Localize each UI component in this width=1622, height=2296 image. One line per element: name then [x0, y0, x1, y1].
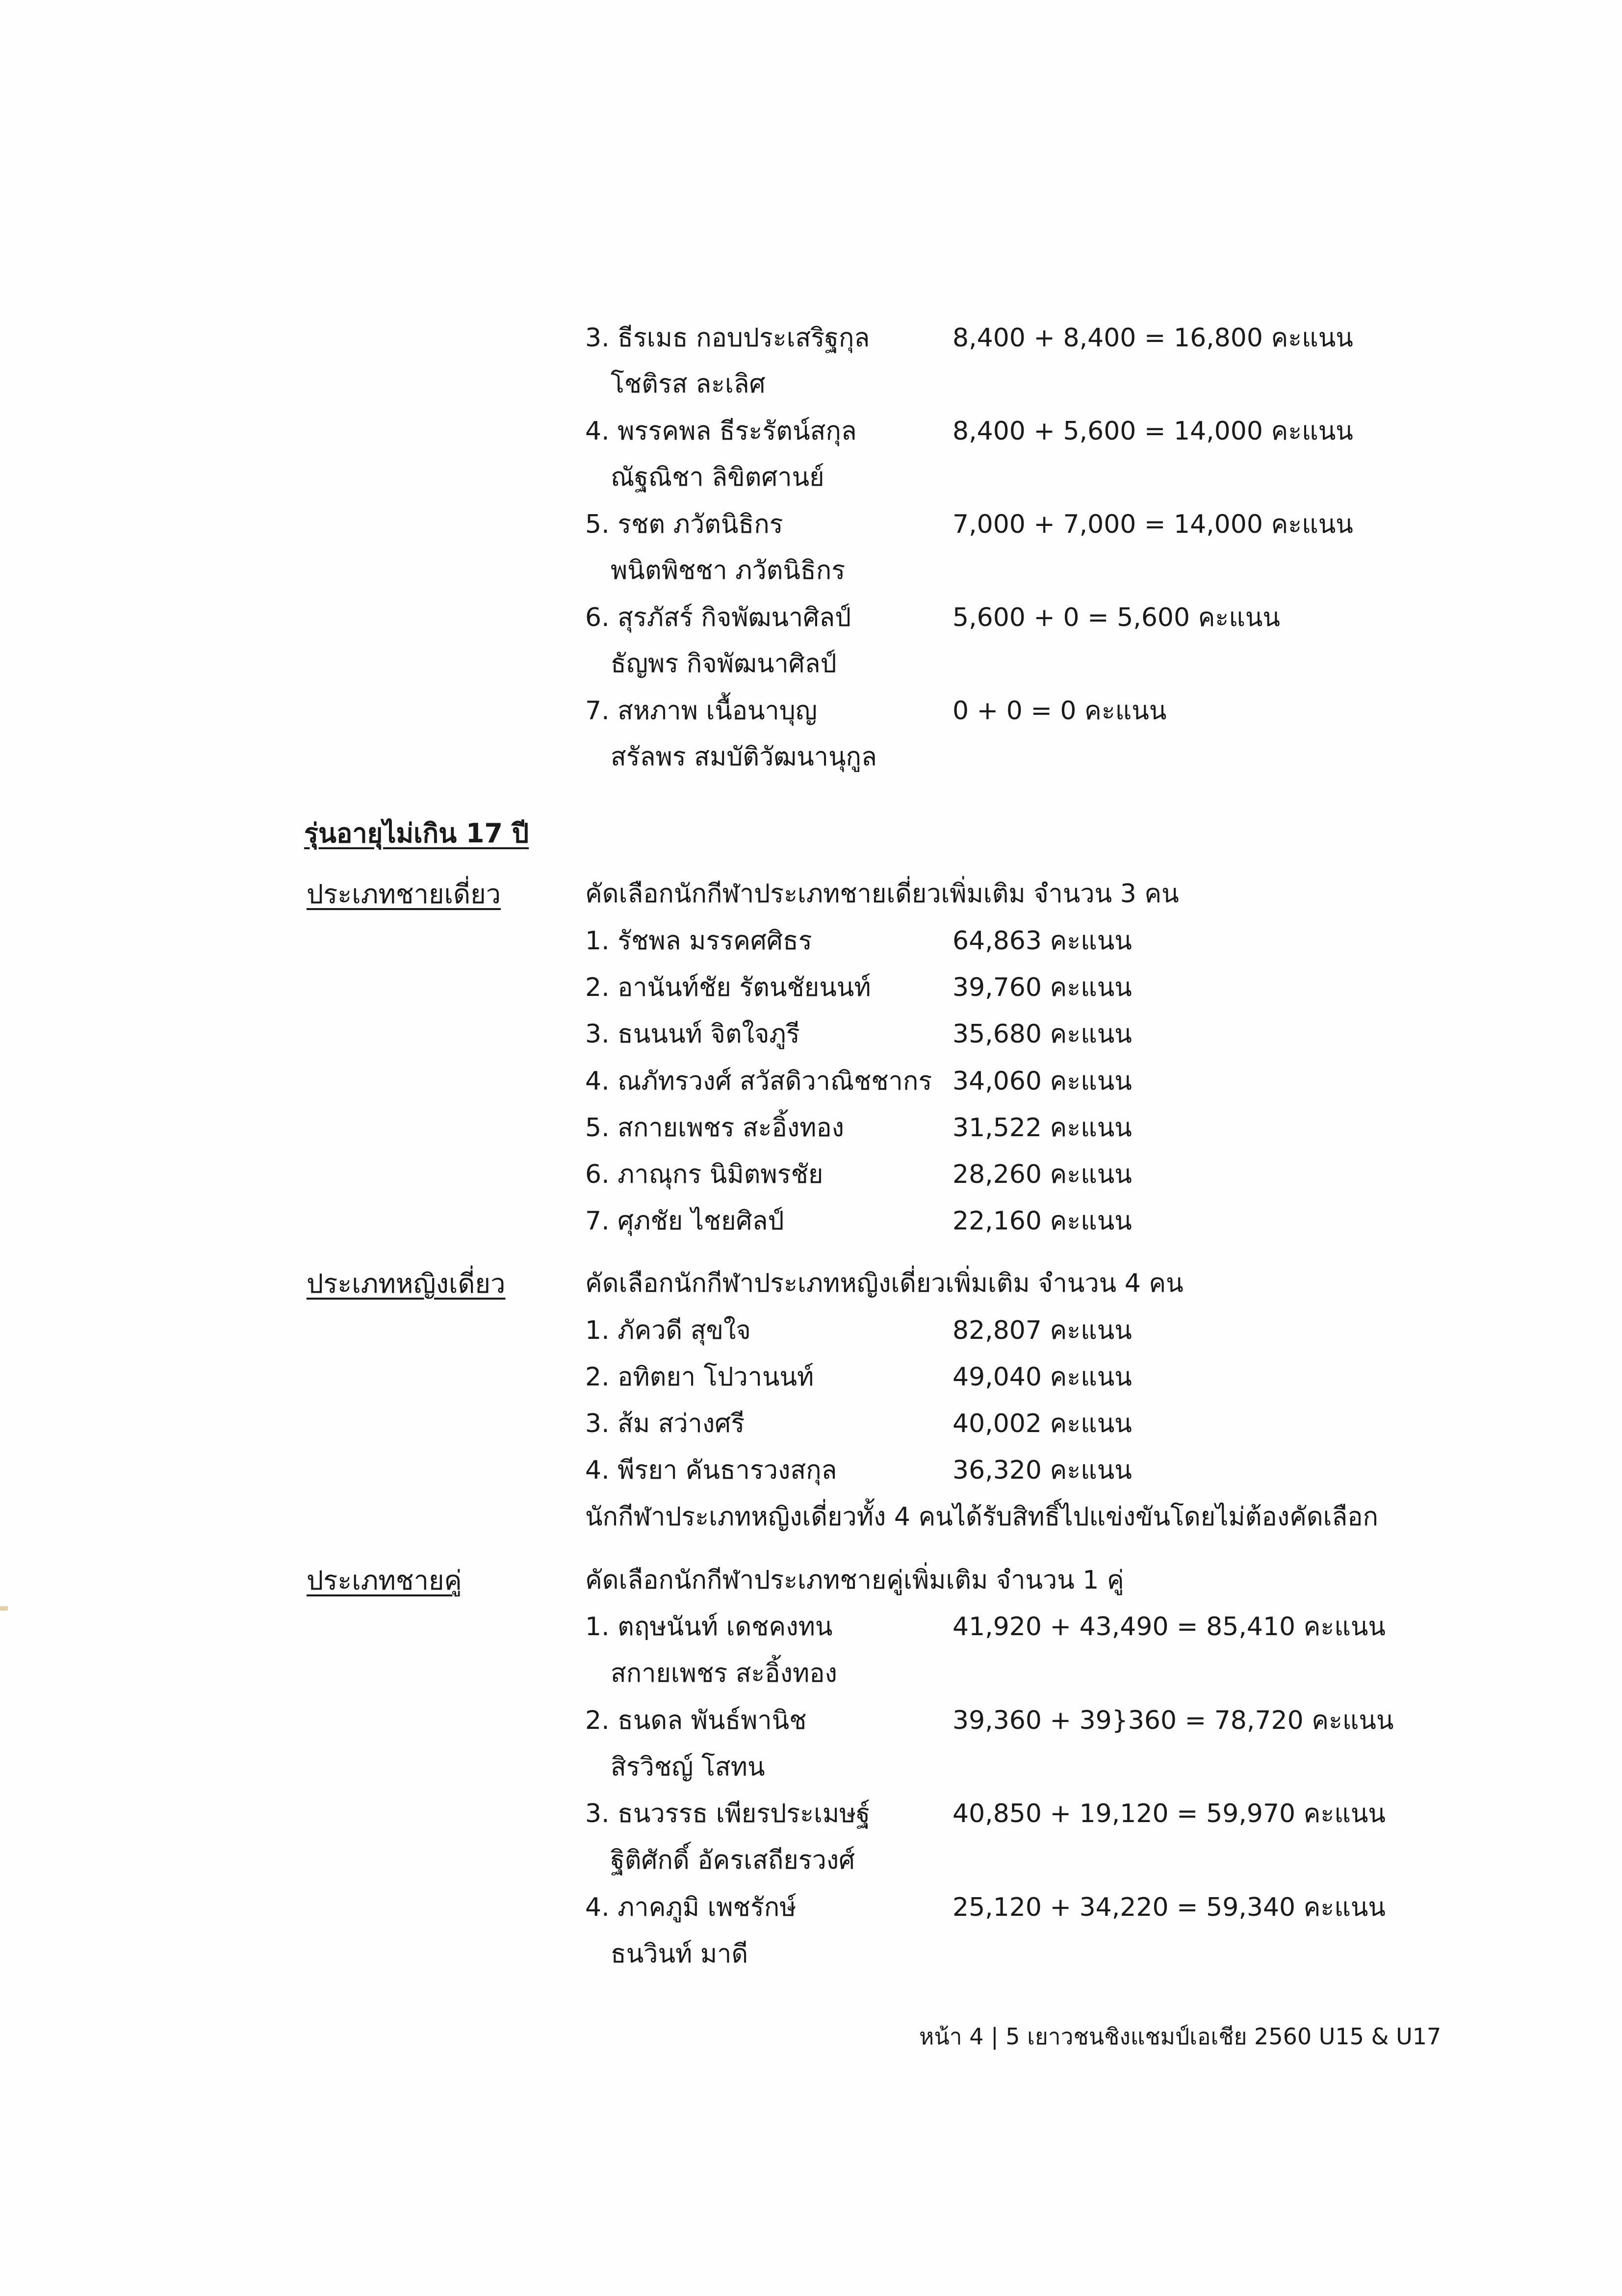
boys-singles-player-name: 7. ศุภชัย ไชยศิลป์ [585, 1206, 784, 1236]
boys-doubles-intro: คัดเลือกนักกีฬาประเภทชายคู่เพิ่มเติม จำนวน 1 คู่ [585, 1565, 1124, 1595]
girls-singles-player-name: 3. ส้ม สว่างศรี [585, 1409, 745, 1438]
boys-doubles-pair-player-1: 3. ธนวรรธ เพียรประเมษฐ์ [585, 1799, 871, 1828]
pair-7-player-2: สรัลพร สมบัติวัฒนานุกูล [611, 742, 877, 772]
boys-doubles-pair-player-2: ฐิติศักดิ์ อัครเสถียรวงศ์ [611, 1846, 855, 1875]
boys-doubles-pair-score: 25,120 + 34,220 = 59,340 คะแนน [953, 1893, 1386, 1922]
boys-doubles-pair-player-1: 4. ภาคภูมิ เพชรักษ์ [585, 1893, 797, 1922]
boys-doubles-pair-player-1: 2. ธนดล พันธ์พานิช [585, 1706, 807, 1735]
girls-singles-player-score: 82,807 คะแนน [953, 1316, 1132, 1345]
boys-singles-player-name: 4. ณภัทรวงศ์ สวัสดิวาณิชชากร [585, 1067, 932, 1096]
pair-5-score: 7,000 + 7,000 = 14,000 คะแนน [953, 510, 1353, 539]
boys-doubles-pair-player-2: สกายเพชร สะอิ้งทอง [611, 1659, 837, 1688]
pair-7-player-1: 7. สหภาพ เนื้อนาบุญ [585, 696, 818, 726]
pair-4-player-1: 4. พรรคพล ธีระรัตน์สกุล [585, 417, 857, 446]
boys-singles-player-score: 31,522 คะแนน [953, 1113, 1132, 1143]
scan-speck [0, 1606, 8, 1611]
boys-singles-player-name: 6. ภาณุกร นิมิตพรชัย [585, 1160, 824, 1189]
boys-singles-player-score: 28,260 คะแนน [953, 1160, 1132, 1189]
pair-3-player-2: โชติรส ละเลิศ [611, 369, 766, 399]
girls-singles-player-name: 1. ภัควดี สุขใจ [585, 1316, 751, 1345]
boys-singles-player-score: 64,863 คะแนน [953, 926, 1132, 956]
girls-singles-player-score: 36,320 คะแนน [953, 1456, 1132, 1485]
boys-doubles-pair-player-1: 1. ตฤษนันท์ เดชคงทน [585, 1612, 833, 1642]
girls-singles-player-name: 4. พีรยา คันธารวงสกุล [585, 1456, 837, 1485]
pair-6-score: 5,600 + 0 = 5,600 คะแนน [953, 603, 1280, 632]
boys-doubles-heading: ประเภทชายคู่ [307, 1565, 462, 1596]
boys-doubles-pair-score: 41,920 + 43,490 = 85,410 คะแนน [953, 1612, 1386, 1642]
boys-singles-player-name: 3. ธนนนท์ จิตใจภูรี [585, 1019, 800, 1049]
boys-singles-player-name: 5. สกายเพชร สะอิ้งทอง [585, 1113, 845, 1143]
boys-singles-player-score: 39,760 คะแนน [953, 973, 1132, 1002]
boys-doubles-pair-score: 39,360 + 39}360 = 78,720 คะแนน [953, 1706, 1394, 1735]
boys-singles-heading: ประเภทชายเดี่ยว [307, 879, 501, 910]
pair-3-score: 8,400 + 8,400 = 16,800 คะแนน [953, 323, 1353, 353]
boys-singles-player-score: 22,160 คะแนน [953, 1206, 1132, 1236]
boys-singles-player-score: 34,060 คะแนน [953, 1067, 1132, 1096]
girls-singles-player-score: 49,040 คะแนน [953, 1362, 1132, 1392]
age-group-heading: รุ่นอายุไม่เกิน 17 ปี [304, 818, 529, 849]
pair-4-player-2: ณัฐณิชา ลิขิตศานย์ [611, 463, 824, 492]
pair-4-score: 8,400 + 5,600 = 14,000 คะแนน [953, 417, 1353, 446]
girls-singles-heading: ประเภทหญิงเดี่ยว [307, 1268, 506, 1299]
pair-7-score: 0 + 0 = 0 คะแนน [953, 696, 1167, 726]
page-footer: หน้า 4 | 5 เยาวชนชิงแชมป์เอเชีย 2560 U15 & U17 [919, 2023, 1442, 2050]
boys-doubles-pair-score: 40,850 + 19,120 = 59,970 คะแนน [953, 1799, 1386, 1828]
boys-doubles-pair-player-2: สิรวิชญ์ โสทน [611, 1752, 765, 1782]
pair-6-player-2: ธัญพร กิจพัฒนาศิลป์ [611, 649, 837, 678]
pair-5-player-1: 5. รชต ภวัตนิธิกร [585, 510, 783, 539]
pair-6-player-1: 6. สุรภัสร์ กิจพัฒนาศิลป์ [585, 603, 851, 632]
pair-3-player-1: 3. ธีรเมธ กอบประเสริฐกุล [585, 323, 870, 353]
boys-doubles-pair-player-2: ธนวินท์ มาดี [611, 1939, 748, 1969]
girls-singles-intro: คัดเลือกนักกีฬาประเภทหญิงเดี่ยวเพิ่มเติม จำนวน 4 คน [585, 1269, 1184, 1298]
boys-singles-intro: คัดเลือกนักกีฬาประเภทชายเดี่ยวเพิ่มเติม จำนวน 3 คน [585, 879, 1179, 909]
girls-singles-player-score: 40,002 คะแนน [953, 1409, 1132, 1438]
pair-5-player-2: พนิตพิชชา ภวัตนิธิกร [611, 556, 846, 585]
boys-singles-player-score: 35,680 คะแนน [953, 1019, 1132, 1049]
girls-singles-note: นักกีฬาประเภทหญิงเดี่ยวทั้ง 4 คนได้รับสิทธิ์ไปแข่งขันโดยไม่ต้องคัดเลือก [585, 1502, 1379, 1532]
boys-singles-player-name: 2. อานันท์ชัย รัตนชัยนนท์ [585, 973, 871, 1002]
boys-singles-player-name: 1. รัชพล มรรคศศิธร [585, 926, 812, 956]
girls-singles-player-name: 2. อทิตยา โปวานนท์ [585, 1362, 814, 1392]
